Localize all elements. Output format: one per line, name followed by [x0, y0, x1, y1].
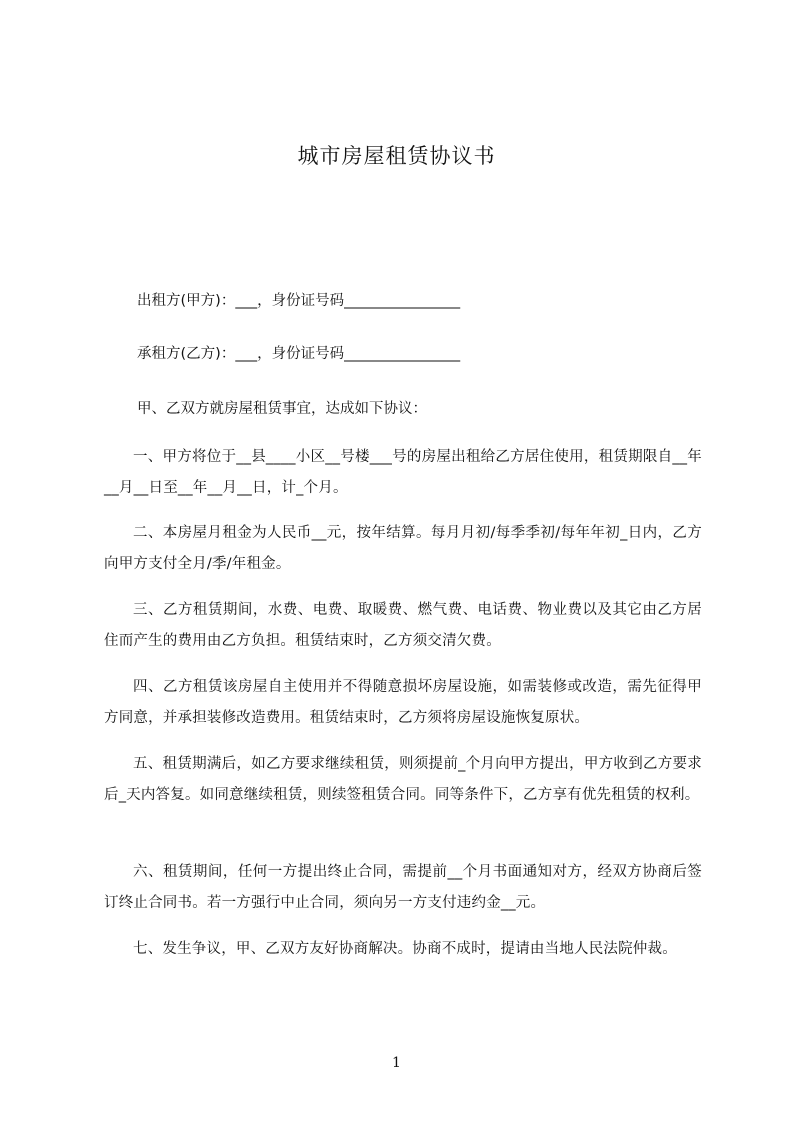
clause-5: 五、租赁期满后，如乙方要求继续租赁，则须提前_个月向甲方提出，甲方收到乙方要求后_天内答复。如同意继续租赁，则续签租赁合同。同等条件下，乙方享有优先租赁的权利。	[104, 756, 702, 803]
clause-7: 七、发生争议，甲、乙双方友好协商解决。协商不成时，提请由当地人民法院仲裁。	[133, 941, 677, 957]
party-a-line: 出租方(甲方)：___，身份证号码________________	[137, 293, 461, 309]
clause-2: 二、本房屋月租金为人民币__元，按年结算。每月月初/每季季初/每年年初_日内，乙方向甲方支付全月/季/年租金。	[104, 525, 702, 572]
clause-1: 一、甲方将位于__县____小区__号楼___号的房屋出租给乙方居住使用，租赁期限自__年__月__日至__年__月__日，计_个月。	[104, 449, 702, 496]
page-number: 1	[392, 1055, 401, 1071]
document-title: 城市房屋租赁协议书	[297, 144, 496, 168]
preamble: 甲、乙双方就房屋租赁事宜，达成如下协议：	[137, 401, 427, 417]
party-b-line: 承租方(乙方)：___，身份证号码________________	[137, 346, 461, 362]
clause-3: 三、乙方租赁期间，水费、电费、取暖费、燃气费、电话费、物业费以及其它由乙方居住而产生的费用由乙方负担。租赁结束时，乙方须交清欠费。	[104, 602, 702, 649]
clause-4: 四、乙方租赁该房屋自主使用并不得随意损坏房屋设施，如需装修或改造，需先征得甲方同意，并承担装修改造费用。租赁结束时，乙方须将房屋设施恢复原状。	[104, 679, 702, 726]
clause-6: 六、租赁期间，任何一方提出终止合同，需提前__个月书面通知对方，经双方协商后签订终止合同书。若一方强行中止合同，须向另一方支付违约金__元。	[104, 864, 702, 911]
